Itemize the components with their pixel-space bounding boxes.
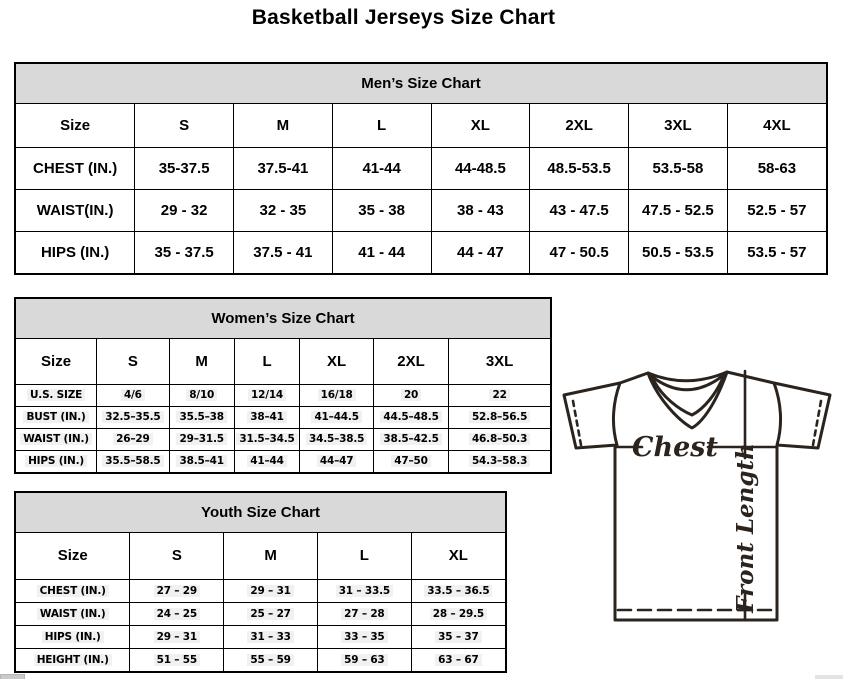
table-row xyxy=(16,450,550,472)
column-header: M xyxy=(234,104,333,147)
column-header: 4XL xyxy=(727,104,826,147)
size-cell: 24 – 25 xyxy=(130,602,224,625)
size-cell: 35 - 38 xyxy=(332,189,431,231)
size-cell: 37.5 - 41 xyxy=(234,231,333,273)
size-cell: 41-44 xyxy=(332,147,431,189)
size-cell: 35-37.5 xyxy=(135,147,234,189)
header-row xyxy=(16,339,550,384)
jersey-outline-icon xyxy=(556,362,838,624)
womens-size-chart xyxy=(14,297,552,474)
column-header: Size xyxy=(16,339,97,384)
row-label: WAIST(IN.) xyxy=(16,189,135,231)
row-label: WAIST (IN.) xyxy=(16,428,97,450)
size-cell: 29 - 32 xyxy=(135,189,234,231)
row-label: BUST (IN.) xyxy=(16,406,97,428)
column-header: 2XL xyxy=(530,104,629,147)
column-header: S xyxy=(135,104,234,147)
youth-size-chart xyxy=(14,491,507,673)
column-header: S xyxy=(97,339,170,384)
mens-size-chart xyxy=(14,62,828,275)
size-cell: 38 - 43 xyxy=(431,189,530,231)
table-row xyxy=(16,579,505,602)
row-label: HIPS (IN.) xyxy=(16,625,130,648)
size-cell: 63 – 67 xyxy=(411,648,505,671)
column-header: Size xyxy=(16,104,135,147)
youth-table xyxy=(16,533,505,671)
size-cell: 59 – 63 xyxy=(317,648,411,671)
row-label: CHEST (IN.) xyxy=(16,579,130,602)
size-cell: 46.8–50.3 xyxy=(449,428,550,450)
header-row xyxy=(16,533,505,579)
size-cell: 53.5 - 57 xyxy=(727,231,826,273)
column-header: 2XL xyxy=(373,339,448,384)
column-header: XL xyxy=(411,533,505,579)
mens-table xyxy=(16,104,826,273)
column-header: M xyxy=(169,339,234,384)
table-row xyxy=(16,231,826,273)
row-label: HEIGHT (IN.) xyxy=(16,648,130,671)
size-cell: 12/14 xyxy=(234,384,300,406)
row-label: CHEST (IN.) xyxy=(16,147,135,189)
table-row xyxy=(16,189,826,231)
column-header: L xyxy=(317,533,411,579)
mens-chart-title: Men’s Size Chart xyxy=(16,64,826,104)
scrollbar-fragment-right[interactable] xyxy=(815,675,843,679)
size-cell: 41–44 xyxy=(234,450,300,472)
column-header: 3XL xyxy=(629,104,728,147)
womens-table xyxy=(16,339,550,472)
column-header: XL xyxy=(431,104,530,147)
size-cell: 52.5 - 57 xyxy=(727,189,826,231)
size-cell: 16/18 xyxy=(300,384,374,406)
size-cell: 44-48.5 xyxy=(431,147,530,189)
table-row xyxy=(16,428,550,450)
column-header: XL xyxy=(300,339,374,384)
column-header: 3XL xyxy=(449,339,550,384)
size-cell: 47–50 xyxy=(373,450,448,472)
table-row xyxy=(16,625,505,648)
size-cell: 31 – 33 xyxy=(224,625,318,648)
size-cell: 26–29 xyxy=(97,428,170,450)
size-cell: 47.5 - 52.5 xyxy=(629,189,728,231)
size-cell: 31.5–34.5 xyxy=(234,428,300,450)
size-cell: 28 – 29.5 xyxy=(411,602,505,625)
size-cell: 53.5-58 xyxy=(629,147,728,189)
size-cell: 38.5–42.5 xyxy=(373,428,448,450)
row-label: U.S. SIZE xyxy=(16,384,97,406)
size-cell: 35.5–38 xyxy=(169,406,234,428)
chest-label: Chest xyxy=(632,432,718,463)
size-cell: 44–47 xyxy=(300,450,374,472)
size-cell: 32.5–35.5 xyxy=(97,406,170,428)
size-cell: 50.5 - 53.5 xyxy=(629,231,728,273)
size-cell: 33.5 – 36.5 xyxy=(411,579,505,602)
size-cell: 29 – 31 xyxy=(130,625,224,648)
size-cell: 58-63 xyxy=(727,147,826,189)
size-cell: 33 – 35 xyxy=(317,625,411,648)
size-cell: 47 - 50.5 xyxy=(530,231,629,273)
column-header: Size xyxy=(16,533,130,579)
size-cell: 37.5-41 xyxy=(234,147,333,189)
size-cell: 20 xyxy=(373,384,448,406)
table-row xyxy=(16,147,826,189)
size-cell: 35 - 37.5 xyxy=(135,231,234,273)
size-cell: 25 – 27 xyxy=(224,602,318,625)
table-row xyxy=(16,602,505,625)
column-header: L xyxy=(234,339,300,384)
size-cell: 41–44.5 xyxy=(300,406,374,428)
column-header: M xyxy=(224,533,318,579)
size-cell: 52.8–56.5 xyxy=(449,406,550,428)
womens-chart-title: Women’s Size Chart xyxy=(16,299,550,339)
scrollbar-fragment-left[interactable] xyxy=(0,674,25,679)
jersey-measurement-diagram xyxy=(556,362,838,624)
size-cell: 51 – 55 xyxy=(130,648,224,671)
table-row xyxy=(16,406,550,428)
size-cell: 31 – 33.5 xyxy=(317,579,411,602)
table-row xyxy=(16,648,505,671)
size-cell: 44.5–48.5 xyxy=(373,406,448,428)
size-cell: 32 - 35 xyxy=(234,189,333,231)
row-label: HIPS (IN.) xyxy=(16,231,135,273)
size-cell: 4/6 xyxy=(97,384,170,406)
page-title: Basketball Jerseys Size Chart xyxy=(251,6,556,29)
size-cell: 48.5-53.5 xyxy=(530,147,629,189)
header-row xyxy=(16,104,826,147)
size-cell: 54.3–58.3 xyxy=(449,450,550,472)
size-cell: 35 – 37 xyxy=(411,625,505,648)
size-cell: 29–31.5 xyxy=(169,428,234,450)
size-cell: 22 xyxy=(449,384,550,406)
size-cell: 55 – 59 xyxy=(224,648,318,671)
table-row xyxy=(16,384,550,406)
size-cell: 29 – 31 xyxy=(224,579,318,602)
youth-chart-title: Youth Size Chart xyxy=(16,493,505,533)
size-cell: 38–41 xyxy=(234,406,300,428)
size-cell: 44 - 47 xyxy=(431,231,530,273)
column-header: S xyxy=(130,533,224,579)
column-header: L xyxy=(332,104,431,147)
size-cell: 38.5–41 xyxy=(169,450,234,472)
row-label: WAIST (IN.) xyxy=(16,602,130,625)
size-cell: 35.5–58.5 xyxy=(97,450,170,472)
size-cell: 8/10 xyxy=(169,384,234,406)
row-label: HIPS (IN.) xyxy=(16,450,97,472)
front-length-label: Front Length xyxy=(732,443,759,613)
size-cell: 27 – 28 xyxy=(317,602,411,625)
size-cell: 27 – 29 xyxy=(130,579,224,602)
size-cell: 43 - 47.5 xyxy=(530,189,629,231)
size-cell: 41 - 44 xyxy=(332,231,431,273)
size-cell: 34.5–38.5 xyxy=(300,428,374,450)
